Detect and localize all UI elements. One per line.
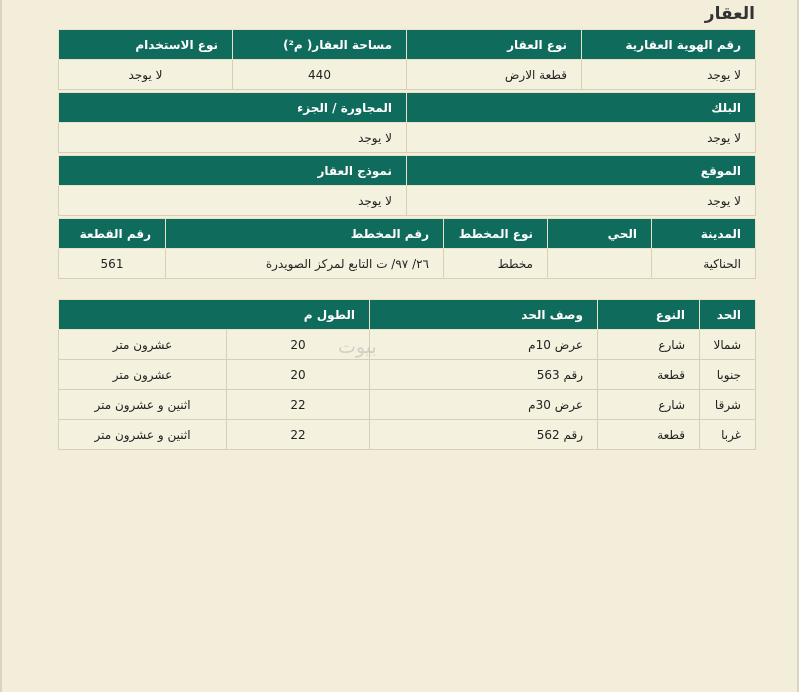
cell-description: عرض 30م [370, 390, 598, 420]
cell-length: 22 [227, 390, 370, 420]
cell-property-id: لا يوجد [582, 60, 756, 90]
page-title: العقار [704, 4, 755, 24]
cell-length-text: عشرون متر [59, 330, 227, 360]
cell-type: قطعة [598, 360, 700, 390]
cell-usage-type: لا يوجد [59, 60, 233, 90]
cell-description: عرض 10م [370, 330, 598, 360]
plan-table [58, 218, 756, 279]
block-table [58, 92, 756, 153]
cell-length: 22 [227, 420, 370, 450]
header-plot-number: رقم القطعة [59, 219, 166, 249]
boundaries-table [58, 299, 756, 450]
cell-description: رقم 563 [370, 360, 598, 390]
header-property-model: نموذج العقار [59, 156, 407, 186]
table-row [59, 390, 756, 420]
cell-side: غربا [700, 420, 756, 450]
property-info-table [58, 29, 756, 90]
cell-city: الحناكية [652, 249, 756, 279]
cell-type: شارع [598, 330, 700, 360]
header-boundary-description: وصف الحد [370, 300, 598, 330]
table-row [59, 360, 756, 390]
header-block: البلك [407, 93, 756, 123]
cell-type: قطعة [598, 420, 700, 450]
header-property-id: رقم الهوية العقارية [582, 30, 756, 60]
cell-property-area: 440 [233, 60, 407, 90]
header-boundary-type: النوع [598, 300, 700, 330]
header-neighborhood-part: المجاورة / الجزء [59, 93, 407, 123]
cell-side: جنوبا [700, 360, 756, 390]
cell-side: شرقا [700, 390, 756, 420]
header-property-area: مساحة العقار( م²) [233, 30, 407, 60]
header-city: المدينة [652, 219, 756, 249]
cell-length: 20 [227, 330, 370, 360]
cell-property-model: لا يوجد [59, 186, 407, 216]
cell-plan-type: مخطط [444, 249, 548, 279]
cell-property-type: قطعة الارض [407, 60, 582, 90]
cell-district [548, 249, 652, 279]
header-location: الموقع [407, 156, 756, 186]
header-plan-number: رقم المخطط [166, 219, 444, 249]
cell-description: رقم 562 [370, 420, 598, 450]
table-row [59, 330, 756, 360]
cell-plot-number: 561 [59, 249, 166, 279]
header-property-type: نوع العقار [407, 30, 582, 60]
scan-edge-left [0, 0, 2, 692]
header-usage-type: نوع الاستخدام [59, 30, 233, 60]
table-row [59, 420, 756, 450]
cell-length-text: عشرون متر [59, 360, 227, 390]
cell-type: شارع [598, 390, 700, 420]
cell-block: لا يوجد [407, 123, 756, 153]
cell-neighborhood-part: لا يوجد [59, 123, 407, 153]
cell-length-text: اثنين و عشرون متر [59, 390, 227, 420]
cell-length: 20 [227, 360, 370, 390]
header-district: الحي [548, 219, 652, 249]
cell-location: لا يوجد [407, 186, 756, 216]
cell-plan-number: ٢٦/ ٩٧/ ت التابع لمركز الصويدرة [166, 249, 444, 279]
header-length: الطول م [59, 300, 370, 330]
cell-side: شمالا [700, 330, 756, 360]
header-boundary: الحد [700, 300, 756, 330]
watermark-text: بيوت [338, 336, 377, 358]
location-table [58, 155, 756, 216]
cell-length-text: اثنين و عشرون متر [59, 420, 227, 450]
header-plan-type: نوع المخطط [444, 219, 548, 249]
